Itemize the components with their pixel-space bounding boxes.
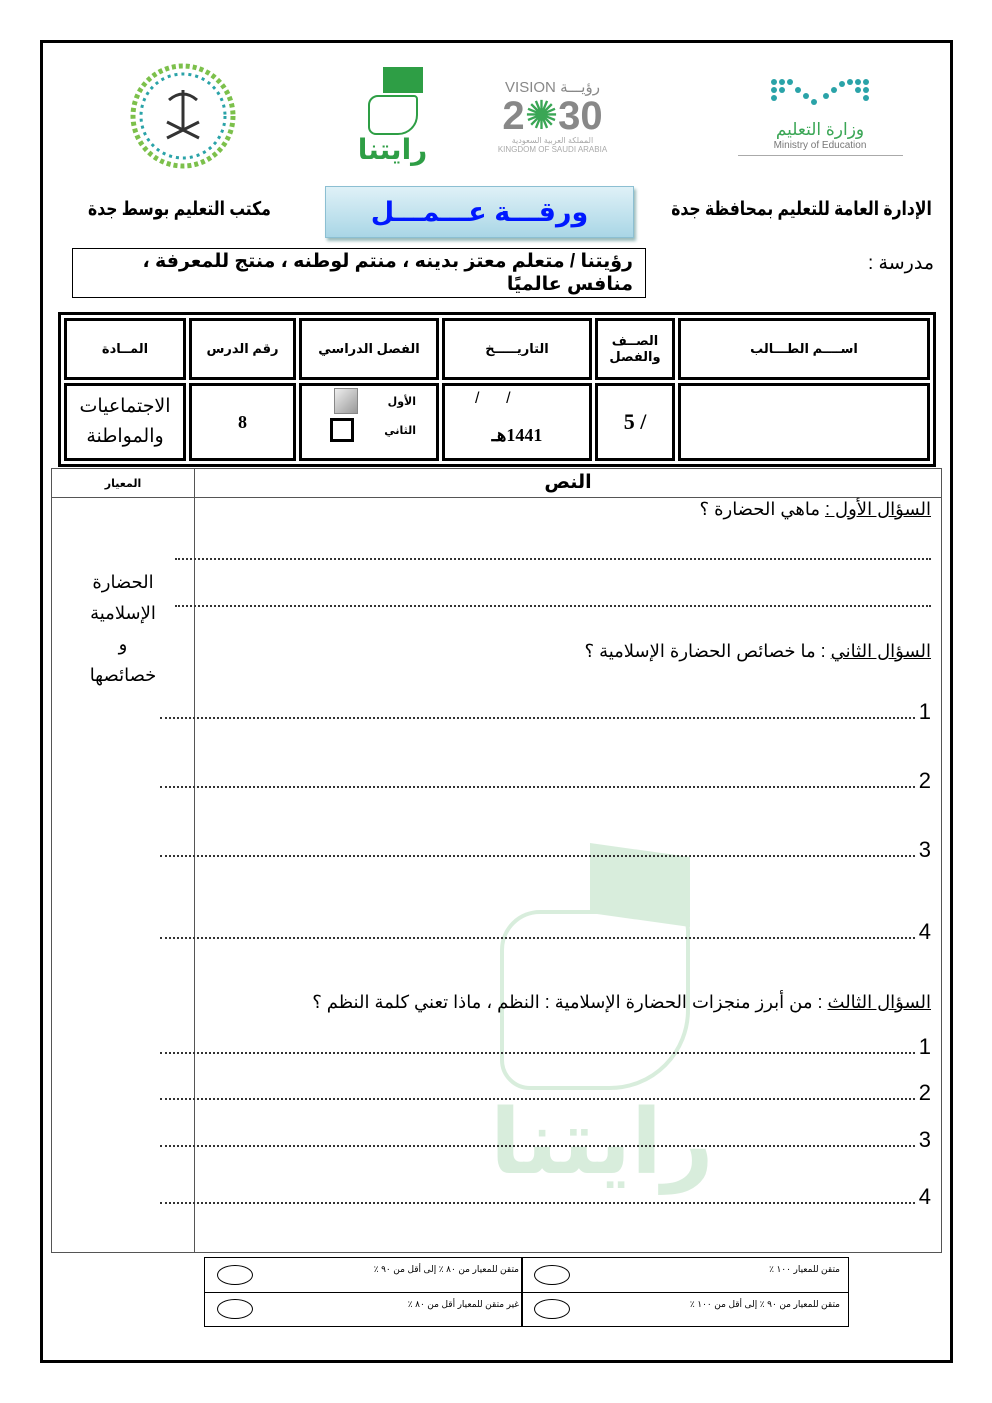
date-cell[interactable]: / / 1441هـ [442,383,592,461]
answer-line-2[interactable]: 2 [160,1080,931,1100]
header-subject: المــادة [64,318,186,380]
ministry-dots-icon [768,76,872,110]
student-name-field[interactable] [678,383,930,461]
motto-box: رؤيتنا / متعلم معتز بدينه ، منتم لوطنه ، منتج للمعرفة ، منافس عالميًا [72,248,646,298]
answer-line-4[interactable]: 4 [160,919,931,939]
rubric-option-circle[interactable] [217,1265,253,1285]
header-lesson-number: رقم الدرس [189,318,296,380]
directorate-title: الإدارة العامة للتعليم بمحافظة جدة [671,199,932,220]
rubric-80-90: متقن للمعيار من ٨٠ ٪ إلى أقل من ٩٠ ٪ [205,1258,527,1293]
mastery-rubric [204,1257,849,1327]
standard-text: الحضارة الإسلامية و خصائصها [89,572,157,685]
term-second-checkbox[interactable] [330,418,354,442]
ministry-of-education-logo: وزارة التعليم Ministry of Education [735,52,905,180]
lesson-number-value: 8 [189,383,296,461]
header-date: التاريـــــخ [442,318,592,380]
header-term: الفصل الدراسي [299,318,439,380]
answer-line[interactable] [175,558,931,560]
term-first-checkbox[interactable] [334,388,358,414]
class-value[interactable]: / 5 [595,383,675,461]
header-student-name: اســــم الطـــالب [678,318,930,380]
text-column-header: النص [544,472,592,493]
vision-2030-logo: VISION رؤيـــة 2✺30 المملكة العربية السعودية KINGDOM OF SAUDI ARABIA [497,79,608,154]
answer-line-3[interactable]: 3 [160,1127,931,1147]
date-year: 1441هـ [491,425,543,445]
standard-column-header: المعيار [104,478,142,490]
school-label: مدرسة : [868,253,934,274]
answer-line-3[interactable]: 3 [160,837,931,857]
student-info-table [58,312,936,467]
ruyatuna-logo: رايتنا [345,52,440,180]
rubric-option-circle[interactable] [534,1299,570,1319]
jeddah-education-logo [120,52,245,180]
header-class: الصــف والفصل [595,318,675,380]
ruyatuna-watermark: رايتنا [480,840,750,1220]
worksheet-title: ورقـــة عـــمـــل [325,186,634,238]
palm-swords-emblem-icon [127,60,239,172]
rubric-below-80: غير متقن للمعيار أقل من ٨٠ ٪ [205,1293,527,1328]
subject-value: الاجتماعيات والمواطنة [64,383,186,461]
question-3: السؤال الثالث : من أبرز منجزات الحضارة الإسلامية : النظم ، ماذا تعني كلمة النظم ؟ [312,992,931,1012]
answer-line-1[interactable]: 1 [160,1034,931,1054]
office-title: مكتب التعليم بوسط جدة [88,199,271,220]
answer-line-2[interactable]: 2 [160,768,931,788]
answer-line-4[interactable]: 4 [160,1184,931,1204]
rubric-90-100: متقن للمعيار من ٩٠ ٪ إلى أقل من ١٠٠ ٪ [526,1293,848,1328]
answer-line[interactable] [175,605,931,607]
rubric-option-circle[interactable] [534,1265,570,1285]
worksheet-content [51,468,942,1253]
rubric-option-circle[interactable] [217,1299,253,1319]
answer-line-1[interactable]: 1 [160,699,931,719]
flag-icon [383,67,423,93]
term-cell: الأول الثاني [299,383,439,461]
question-1: السؤال الأول : ماهي الحضارة ؟ [699,499,931,519]
question-2: السؤال الثاني : ما خصائص الحضارة الإسلامية ؟ [584,641,931,661]
rubric-100: متقن للمعيار ١٠٠ ٪ [526,1258,848,1293]
